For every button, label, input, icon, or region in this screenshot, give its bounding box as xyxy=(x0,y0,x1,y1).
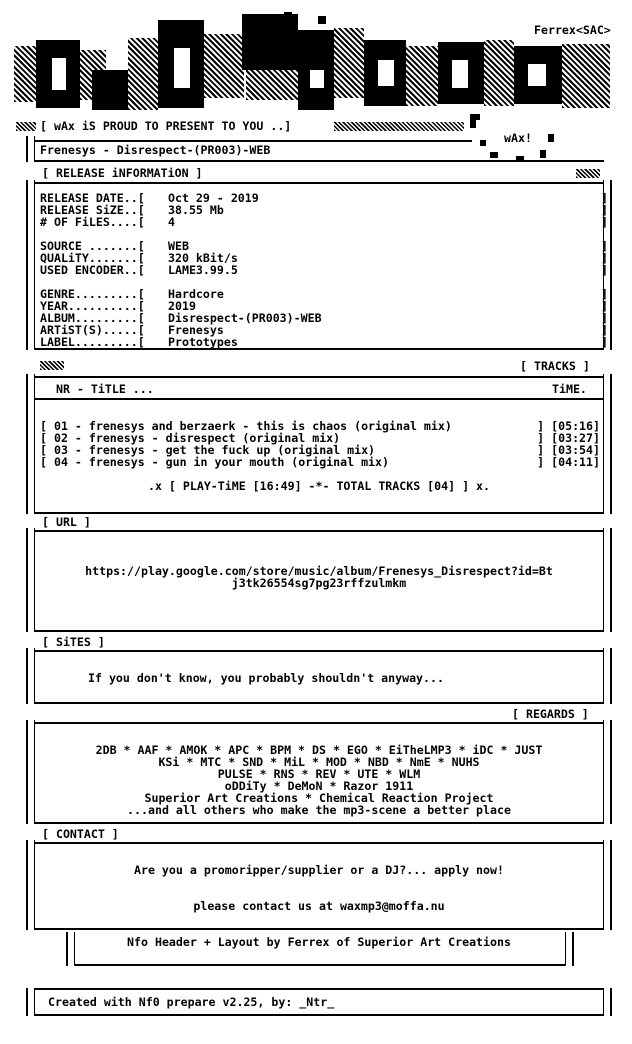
wax-tag: wAx! xyxy=(504,131,532,145)
tracks-label: [ TRACKS ] xyxy=(520,359,590,373)
contact-label: [ CONTACT ] xyxy=(42,827,119,841)
track-row: [ 02 - frenesys - disrespect (original mix) ] [03:27] xyxy=(40,431,600,445)
sites-label: [ SiTES ] xyxy=(42,635,105,649)
regards-label: [ REGARDS ] xyxy=(512,707,589,721)
regards-line: ...and all others who make the mp3-scene a better place xyxy=(127,803,511,817)
wax-logo xyxy=(0,0,632,135)
tracks-header-shade xyxy=(40,361,64,370)
tracks-col-title: NR - TiTLE ... xyxy=(56,382,154,396)
regards-line: oDDiTy * DeMoN * Razor 1911 xyxy=(224,779,414,793)
regards-line: KSi * MTC * SND * MiL * MOD * NBD * NmE * NUHS xyxy=(158,755,480,769)
release-info-shade xyxy=(576,169,600,178)
proud-shade-left xyxy=(16,122,36,131)
regards-line: Superior Art Creations * Chemical Reaction Project xyxy=(144,791,494,805)
contact-box xyxy=(26,840,612,930)
proud-line: [ wAx iS PROUD TO PRESENT TO YOU ..] xyxy=(40,119,292,133)
track-row: [ 03 - frenesys - get the fuck up (original mix) ] [03:54] xyxy=(40,443,600,457)
release-info-label: [ RELEASE iNFORMATiON ] xyxy=(42,166,203,180)
release-title: Frenesys - Disrespect-(PR003)-WEB xyxy=(40,143,271,157)
regards-line: 2DB * AAF * AMOK * APC * BPM * DS * EGO * EiTheLMP3 * iDC * JUST xyxy=(95,743,543,757)
contact-email[interactable]: please contact us at waxmp3@moffa.nu xyxy=(193,899,445,913)
proud-shade-right xyxy=(334,122,464,131)
url-link-cont[interactable]: j3tk26554sg7pg23rffzulmkm xyxy=(231,576,407,590)
header-credit: Ferrex<SAC> xyxy=(534,23,611,37)
url-label: [ URL ] xyxy=(42,515,91,529)
tracks-total: .x [ PLAY-TiME [16:49] -*- TOTAL TRACKS [04] ] x. xyxy=(147,479,491,493)
tracks-col-time: TiME. xyxy=(552,382,587,396)
track-row: [ 04 - frenesys - gun in your mouth (original mix) ] [04:11] xyxy=(40,455,600,469)
url-link[interactable]: https://play.google.com/store/music/album/Frenesys_Disrespect?id=Bt xyxy=(85,564,553,578)
layout-credit: Nfo Header + Layout by Ferrex of Superior Art Creations xyxy=(127,935,511,949)
created-with: Created with Nf0 prepare v2.25, by: _Ntr_ xyxy=(48,995,335,1009)
regards-line: PULSE * RNS * REV * UTE * WLM xyxy=(217,767,421,781)
track-row: [ 01 - frenesys and berzaerk - this is chaos (original mix) ] [05:16] xyxy=(40,419,600,433)
sites-text: If you don't know, you probably shouldn't anyway... xyxy=(88,671,444,685)
contact-apply: Are you a promoripper/supplier or a DJ?... apply now! xyxy=(134,863,504,877)
